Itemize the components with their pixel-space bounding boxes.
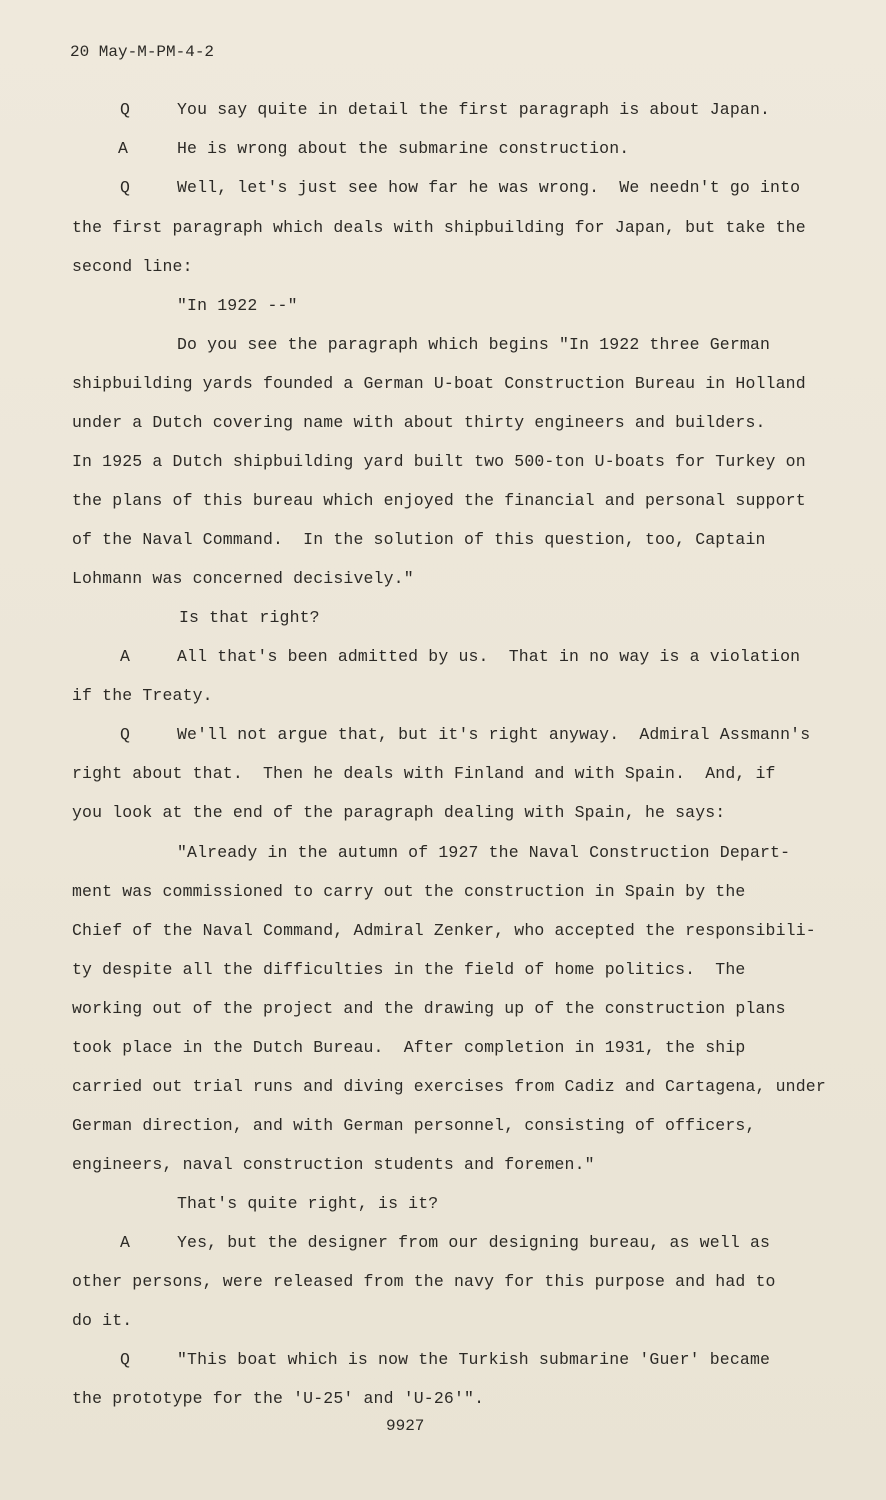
transcript-line: carried out trial runs and diving exercises from Cadiz and Cartagena, under bbox=[72, 1077, 826, 1096]
transcript-line: right about that. Then he deals with Finland and with Spain. And, if bbox=[72, 764, 776, 783]
transcript-line: "This boat which is now the Turkish submarine 'Guer' became bbox=[177, 1350, 771, 1369]
transcript-line: You say quite in detail the first paragraph is about Japan. bbox=[177, 100, 771, 119]
speaker-label: A bbox=[118, 139, 128, 158]
page-number: 9927 bbox=[386, 1417, 425, 1435]
transcript-line: Well, let's just see how far he was wrong. We needn't go into bbox=[177, 178, 801, 197]
speaker-label: Q bbox=[120, 1350, 130, 1369]
speaker-label: Q bbox=[120, 725, 130, 744]
transcript-line: ment was commissioned to carry out the construction in Spain by the bbox=[72, 882, 746, 901]
transcript-line: In 1925 a Dutch shipbuilding yard built two 500-ton U-boats for Turkey on bbox=[72, 452, 806, 471]
speaker-label: Q bbox=[120, 178, 130, 197]
transcript-line: of the Naval Command. In the solution of this question, too, Captain bbox=[72, 530, 766, 549]
speaker-label: A bbox=[120, 1233, 130, 1252]
transcript-line: the plans of this bureau which enjoyed the financial and personal support bbox=[72, 491, 806, 510]
transcript-line: took place in the Dutch Bureau. After completion in 1931, the ship bbox=[72, 1038, 746, 1057]
transcript-line: do it. bbox=[72, 1311, 133, 1330]
transcript-line: the prototype for the 'U-25' and 'U-26'". bbox=[72, 1389, 485, 1408]
transcript-line: That's quite right, is it? bbox=[177, 1194, 439, 1213]
transcript-line: Lohmann was concerned decisively." bbox=[72, 569, 414, 588]
transcript-line: under a Dutch covering name with about thirty engineers and builders. bbox=[72, 413, 766, 432]
transcript-line: if the Treaty. bbox=[72, 686, 213, 705]
speaker-label: A bbox=[120, 647, 130, 666]
transcript-line: engineers, naval construction students and foremen." bbox=[72, 1155, 595, 1174]
transcript-line: the first paragraph which deals with shipbuilding for Japan, but take the bbox=[72, 218, 806, 237]
transcript-line: Chief of the Naval Command, Admiral Zenker, who accepted the responsibili- bbox=[72, 921, 816, 940]
transcript-line: shipbuilding yards founded a German U-boat Construction Bureau in Holland bbox=[72, 374, 806, 393]
transcript-line: Is that right? bbox=[179, 608, 320, 627]
transcript-line: you look at the end of the paragraph dealing with Spain, he says: bbox=[72, 803, 726, 822]
transcript-line: German direction, and with German personnel, consisting of officers, bbox=[72, 1116, 756, 1135]
transcript-line: Yes, but the designer from our designing bureau, as well as bbox=[177, 1233, 771, 1252]
transcript-line: "In 1922 --" bbox=[177, 296, 298, 315]
transcript-line: "Already in the autumn of 1927 the Naval Construction Depart- bbox=[177, 843, 791, 862]
transcript-line: second line: bbox=[72, 257, 193, 276]
transcript-line: working out of the project and the drawing up of the construction plans bbox=[72, 999, 786, 1018]
transcript-line: All that's been admitted by us. That in no way is a violation bbox=[177, 647, 801, 666]
transcript-line: other persons, were released from the navy for this purpose and had to bbox=[72, 1272, 776, 1291]
speaker-label: Q bbox=[120, 100, 130, 119]
transcript-line: Do you see the paragraph which begins "In 1922 three German bbox=[177, 335, 771, 354]
transcript-line: ty despite all the difficulties in the field of home politics. The bbox=[72, 960, 746, 979]
page-header: 20 May-M-PM-4-2 bbox=[70, 43, 215, 61]
transcript-line: He is wrong about the submarine construction. bbox=[177, 139, 630, 158]
transcript-line: We'll not argue that, but it's right anyway. Admiral Assmann's bbox=[177, 725, 811, 744]
